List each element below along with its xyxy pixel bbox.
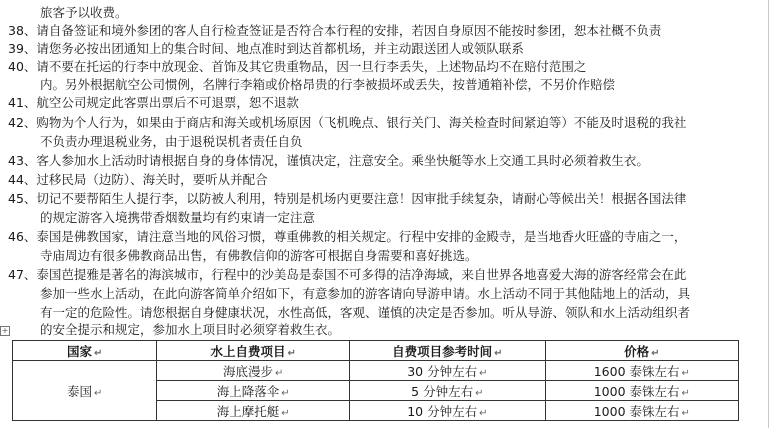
text-line: 42、购物为个人行为，如果由于商店和海关或机场原因（飞机晚点、银行关门、海关检查时间紧迫等）不能及时退税的我社: [8, 115, 687, 130]
table-header-row: [13, 341, 739, 361]
item-cell: 海上摩托艇 ↵: [157, 401, 350, 421]
country-cell: 泰国 ↵: [13, 361, 157, 421]
price-cell: 1000 泰铢左右 ↵: [545, 381, 738, 401]
item-cell: 海底漫步 ↵: [157, 361, 350, 381]
text-line: 的规定游客入境携带香烟数量均有约束请一定注意: [40, 210, 316, 225]
text-line: 41、航空公司规定此客票出票后不可退票，恕不退款: [8, 95, 299, 110]
time-cell: 30 分钟左右 ↵: [350, 361, 546, 381]
text-line: 有一定的危险性。请您根据自身健康状况，水性高低，客观、谨慎的决定是否参加。听从导游、领队和水上活动组织者: [40, 305, 691, 320]
header-time: 自费项目参考时间 ↵: [350, 341, 546, 361]
header-country: 国家 ↵: [13, 341, 157, 361]
text-line: 43、客人参加水上活动时请根据自身的身体情况，谨慎决定，注意安全。乘坐快艇等水上交通工具时必须着救生衣。: [8, 153, 649, 168]
text-line: 40、请不要在托运的行李中放现金、首饰及其它贵重物品，因一旦行李丢失，上述物品均不在赔付范围之: [8, 59, 587, 74]
text-line: 39、请您务必按出团通知上的集合时间、地点准时到达首都机场，并主动跟送团人或领队联系: [8, 41, 524, 56]
text-line: 的安全提示和规定，参加水上项目时必须穿着救生衣。: [40, 322, 341, 337]
item-cell: 海上降落伞 ↵: [157, 381, 350, 401]
text-line: 46、泰国是佛教国家，请注意当地的风俗习惯，尊重佛教的相关规定。行程中安排的金殿寺，是当地香火旺盛的寺庙之一，: [8, 229, 687, 244]
text-line: 47、泰国芭提雅是著名的海滨城市，行程中的沙美岛是泰国不可多得的洁净海域，来自世界各地喜爱大海的游客经常会在此: [8, 267, 687, 282]
text-line: 45、切记不要帮陌生人提行李，以防被人利用，特别是机场内更要注意！因审批手续复杂，请耐心等候出关！根据各国法律: [8, 191, 687, 206]
fee-table: [12, 340, 739, 421]
text-line: 不负责办理退税业务，由于退税误机者责任自负: [40, 134, 303, 149]
header-price: 价格 ↵: [545, 341, 738, 361]
text-line: 内。另外根据航空公司惯例，名牌行李箱或价格昂贵的行李被损坏或丢失，按普通箱补偿，不另价作赔偿: [40, 77, 616, 92]
text-line: 44、过移民局（边防）、海关时，要听从并配合: [8, 172, 268, 187]
text-line: 38、请自备签证和境外参团的客人自行检查签证是否符合本行程的安排，若因自身原因不能按时参团，恕本社概不负责: [8, 23, 662, 38]
table-row: [13, 361, 739, 381]
time-cell: 10 分钟左右 ↵: [350, 401, 546, 421]
text-line: 旅客予以收费。: [40, 5, 128, 20]
text-line: 寺庙周边有很多佛教商品出售，有佛教信仰的游客可根据自身需要和喜好挑选。: [40, 248, 478, 263]
table-move-handle-icon[interactable]: +: [1, 326, 9, 335]
time-cell: 5 分钟左右 ↵: [350, 381, 546, 401]
price-cell: 1000 泰铢左右 ↵: [545, 401, 738, 421]
price-cell: 1600 泰铢左右 ↵: [545, 361, 738, 381]
text-line: 参加一些水上活动，在此向游客简单介绍如下，有意参加的游客请向导游申请。水上活动不同于其他陆地上的活动，具: [40, 286, 691, 301]
header-item: 水上自费项目 ↵: [157, 341, 350, 361]
